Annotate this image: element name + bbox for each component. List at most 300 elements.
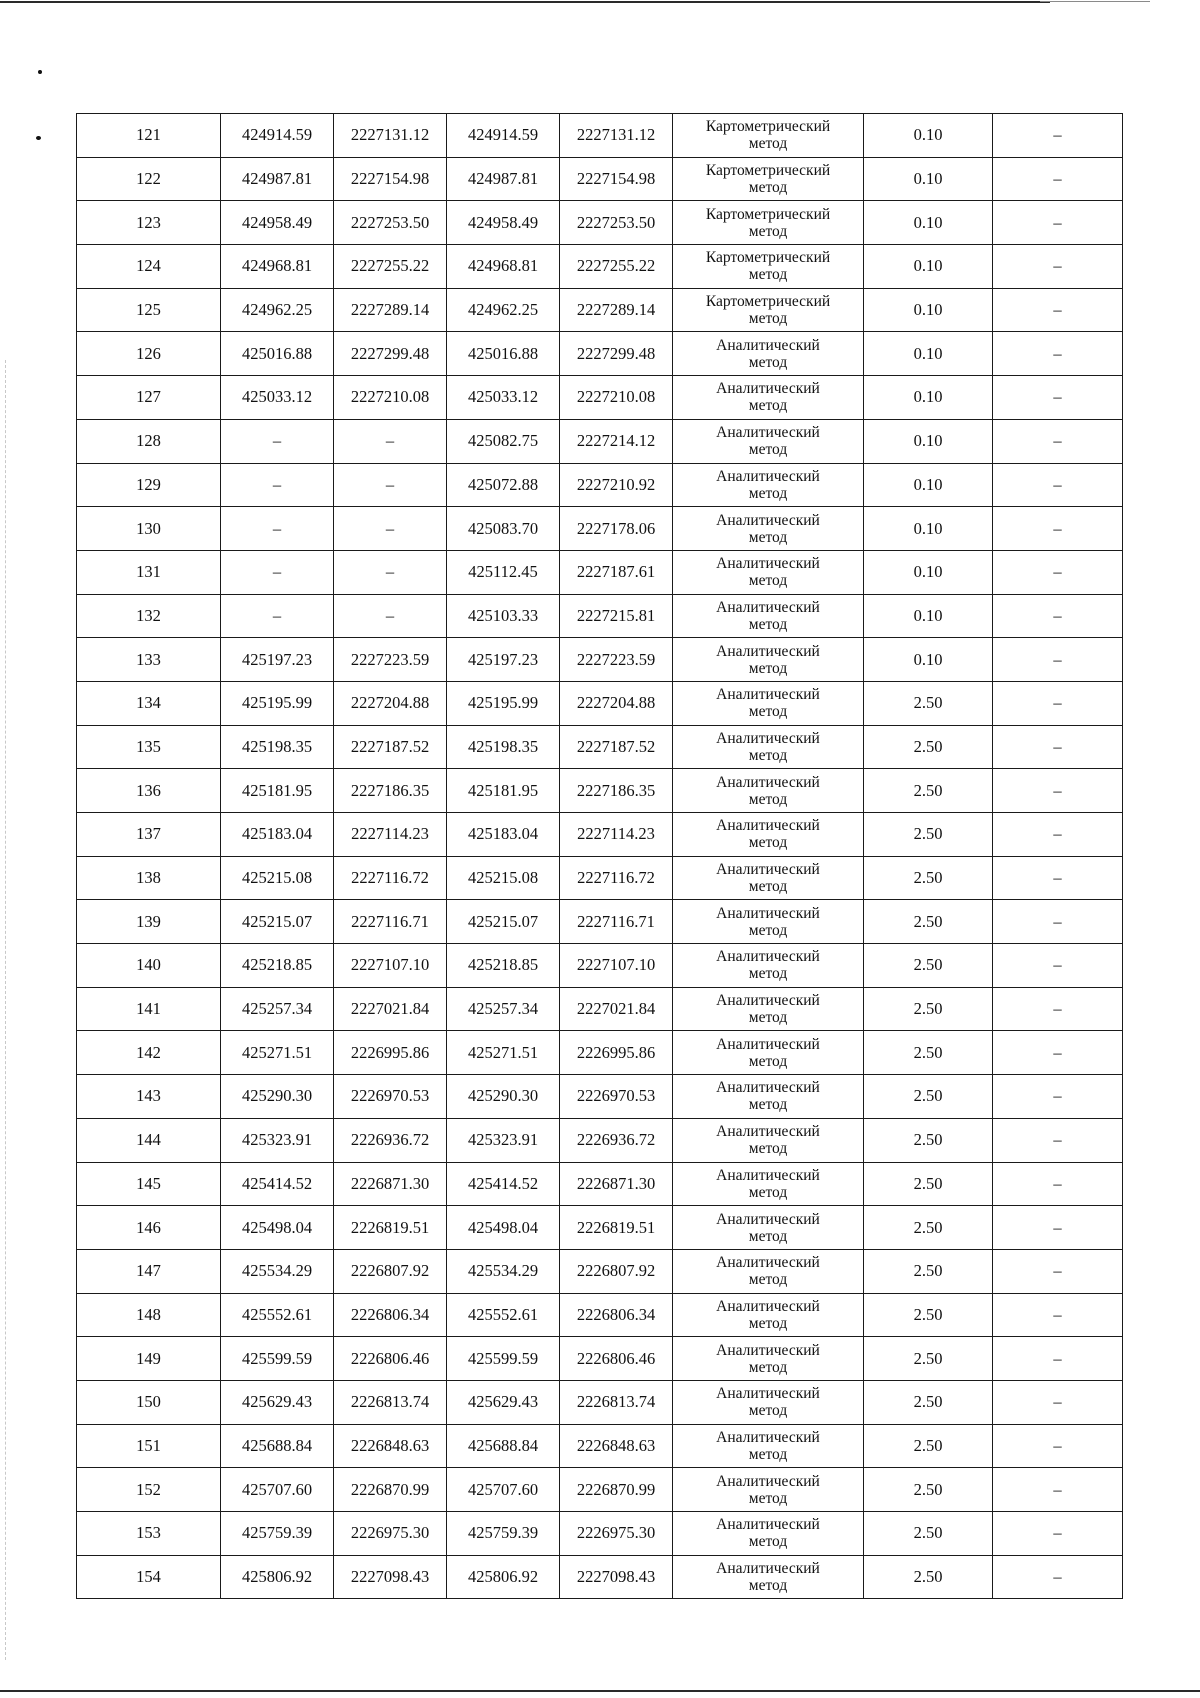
x-existing-cell: – xyxy=(221,419,334,463)
scan-edge-bottom xyxy=(0,1690,1200,1692)
y-refined-cell: 2226871.30 xyxy=(560,1162,673,1206)
x-refined-cell: 425629.43 xyxy=(447,1380,560,1424)
x-existing-cell: 425271.51 xyxy=(221,1031,334,1075)
table-row xyxy=(77,1206,1123,1250)
accuracy-cell: 2.50 xyxy=(864,1512,993,1556)
accuracy-cell: 2.50 xyxy=(864,1468,993,1512)
marker-description-cell: – xyxy=(993,725,1123,769)
y-refined-cell: 2226970.53 xyxy=(560,1075,673,1119)
table-row xyxy=(77,332,1123,376)
method-label: Аналитический метод xyxy=(716,904,820,939)
table-row xyxy=(77,1031,1123,1075)
x-existing-cell: 425257.34 xyxy=(221,987,334,1031)
method-cell xyxy=(673,1293,864,1337)
marker-description-cell: – xyxy=(993,507,1123,551)
method-label: Картометрический метод xyxy=(705,162,831,197)
marker-description-cell: – xyxy=(993,987,1123,1031)
y-refined-cell: 2227210.08 xyxy=(560,376,673,420)
marker-description-cell: – xyxy=(993,1555,1123,1599)
method-label: Аналитический метод xyxy=(716,336,820,371)
y-existing-cell: 2226870.99 xyxy=(334,1468,447,1512)
table-row xyxy=(77,987,1123,1031)
table-row xyxy=(77,201,1123,245)
x-refined-cell: 425498.04 xyxy=(447,1206,560,1250)
x-refined-cell: 425072.88 xyxy=(447,463,560,507)
y-refined-cell: 2226975.30 xyxy=(560,1512,673,1556)
y-refined-cell: 2226807.92 xyxy=(560,1249,673,1293)
accuracy-cell: 2.50 xyxy=(864,1249,993,1293)
scan-dot-mark xyxy=(38,70,42,74)
x-existing-cell: 425195.99 xyxy=(221,681,334,725)
method-cell xyxy=(673,245,864,289)
point-number-cell: 135 xyxy=(77,725,221,769)
method-cell xyxy=(673,856,864,900)
x-refined-cell: 425103.33 xyxy=(447,594,560,638)
y-existing-cell: 2227021.84 xyxy=(334,987,447,1031)
x-refined-cell: 425323.91 xyxy=(447,1118,560,1162)
marker-description-cell: – xyxy=(993,681,1123,725)
method-label: Картометрический метод xyxy=(705,249,831,284)
method-cell xyxy=(673,944,864,988)
x-refined-cell: 425083.70 xyxy=(447,507,560,551)
marker-description-cell: – xyxy=(993,769,1123,813)
y-existing-cell: 2227131.12 xyxy=(334,114,447,158)
x-existing-cell: 425688.84 xyxy=(221,1424,334,1468)
accuracy-cell: 2.50 xyxy=(864,1337,993,1381)
marker-description-cell: – xyxy=(993,594,1123,638)
scan-dot-mark xyxy=(36,136,41,140)
method-label: Аналитический метод xyxy=(716,1516,820,1551)
method-cell xyxy=(673,201,864,245)
table-row xyxy=(77,1380,1123,1424)
marker-description-cell: – xyxy=(993,1206,1123,1250)
method-label: Аналитический метод xyxy=(716,511,820,546)
x-refined-cell: 425257.34 xyxy=(447,987,560,1031)
y-refined-cell: 2227255.22 xyxy=(560,245,673,289)
marker-description-cell: – xyxy=(993,332,1123,376)
method-cell xyxy=(673,987,864,1031)
accuracy-cell: 0.10 xyxy=(864,288,993,332)
method-label: Аналитический метод xyxy=(716,1210,820,1245)
table-row xyxy=(77,1555,1123,1599)
y-existing-cell: 2227154.98 xyxy=(334,157,447,201)
y-refined-cell: 2227214.12 xyxy=(560,419,673,463)
method-cell xyxy=(673,1468,864,1512)
table-row xyxy=(77,594,1123,638)
y-existing-cell: 2227116.72 xyxy=(334,856,447,900)
marker-description-cell: – xyxy=(993,1031,1123,1075)
table-row xyxy=(77,288,1123,332)
y-existing-cell: 2227116.71 xyxy=(334,900,447,944)
point-number-cell: 124 xyxy=(77,245,221,289)
y-existing-cell: 2227289.14 xyxy=(334,288,447,332)
marker-description-cell: – xyxy=(993,1424,1123,1468)
point-number-cell: 145 xyxy=(77,1162,221,1206)
marker-description-cell: – xyxy=(993,288,1123,332)
accuracy-cell: 2.50 xyxy=(864,856,993,900)
y-refined-cell: 2227210.92 xyxy=(560,463,673,507)
x-refined-cell: 424987.81 xyxy=(447,157,560,201)
accuracy-cell: 0.10 xyxy=(864,332,993,376)
x-existing-cell: – xyxy=(221,594,334,638)
method-cell xyxy=(673,813,864,857)
x-refined-cell: 425082.75 xyxy=(447,419,560,463)
method-label: Аналитический метод xyxy=(716,1166,820,1201)
y-existing-cell: 2226819.51 xyxy=(334,1206,447,1250)
y-existing-cell: 2227223.59 xyxy=(334,638,447,682)
coordinates-table xyxy=(76,113,1123,1599)
accuracy-cell: 2.50 xyxy=(864,1380,993,1424)
y-existing-cell: 2227210.08 xyxy=(334,376,447,420)
method-label: Аналитический метод xyxy=(716,992,820,1027)
y-existing-cell: 2227204.88 xyxy=(334,681,447,725)
x-existing-cell: 425552.61 xyxy=(221,1293,334,1337)
y-refined-cell: 2227204.88 xyxy=(560,681,673,725)
x-refined-cell: 425806.92 xyxy=(447,1555,560,1599)
table-row xyxy=(77,463,1123,507)
x-refined-cell: 425195.99 xyxy=(447,681,560,725)
accuracy-cell: 0.10 xyxy=(864,507,993,551)
point-number-cell: 125 xyxy=(77,288,221,332)
y-refined-cell: 2227178.06 xyxy=(560,507,673,551)
y-existing-cell: 2226807.92 xyxy=(334,1249,447,1293)
marker-description-cell: – xyxy=(993,1293,1123,1337)
method-label: Аналитический метод xyxy=(716,598,820,633)
table-row xyxy=(77,944,1123,988)
y-existing-cell: 2227098.43 xyxy=(334,1555,447,1599)
point-number-cell: 141 xyxy=(77,987,221,1031)
method-cell xyxy=(673,1512,864,1556)
marker-description-cell: – xyxy=(993,550,1123,594)
y-refined-cell: 2226870.99 xyxy=(560,1468,673,1512)
method-label: Аналитический метод xyxy=(716,424,820,459)
x-refined-cell: 425033.12 xyxy=(447,376,560,420)
x-existing-cell: 425198.35 xyxy=(221,725,334,769)
marker-description-cell: – xyxy=(993,157,1123,201)
method-label: Аналитический метод xyxy=(716,1123,820,1158)
x-refined-cell: 425112.45 xyxy=(447,550,560,594)
y-existing-cell: 2227255.22 xyxy=(334,245,447,289)
y-existing-cell: 2226995.86 xyxy=(334,1031,447,1075)
table-row xyxy=(77,1118,1123,1162)
accuracy-cell: 2.50 xyxy=(864,1118,993,1162)
x-refined-cell: 424958.49 xyxy=(447,201,560,245)
accuracy-cell: 0.10 xyxy=(864,157,993,201)
table-row xyxy=(77,550,1123,594)
y-refined-cell: 2227098.43 xyxy=(560,1555,673,1599)
y-existing-cell: 2227299.48 xyxy=(334,332,447,376)
marker-description-cell: – xyxy=(993,1380,1123,1424)
y-existing-cell: – xyxy=(334,594,447,638)
scan-edge-top xyxy=(0,1,1050,3)
accuracy-cell: 0.10 xyxy=(864,114,993,158)
marker-description-cell: – xyxy=(993,376,1123,420)
point-number-cell: 122 xyxy=(77,157,221,201)
accuracy-cell: 2.50 xyxy=(864,1162,993,1206)
accuracy-cell: 0.10 xyxy=(864,463,993,507)
x-existing-cell: – xyxy=(221,550,334,594)
method-cell xyxy=(673,419,864,463)
table-row xyxy=(77,114,1123,158)
x-refined-cell: 425197.23 xyxy=(447,638,560,682)
table-row xyxy=(77,245,1123,289)
method-cell xyxy=(673,1118,864,1162)
accuracy-cell: 2.50 xyxy=(864,769,993,813)
point-number-cell: 133 xyxy=(77,638,221,682)
point-number-cell: 126 xyxy=(77,332,221,376)
method-cell xyxy=(673,332,864,376)
point-number-cell: 146 xyxy=(77,1206,221,1250)
point-number-cell: 142 xyxy=(77,1031,221,1075)
marker-description-cell: – xyxy=(993,1118,1123,1162)
method-cell xyxy=(673,1424,864,1468)
method-cell xyxy=(673,769,864,813)
y-existing-cell: 2226970.53 xyxy=(334,1075,447,1119)
x-existing-cell: 425197.23 xyxy=(221,638,334,682)
x-refined-cell: 425414.52 xyxy=(447,1162,560,1206)
y-existing-cell: 2226806.34 xyxy=(334,1293,447,1337)
method-cell xyxy=(673,1206,864,1250)
y-refined-cell: 2227114.23 xyxy=(560,813,673,857)
method-label: Аналитический метод xyxy=(716,1254,820,1289)
x-existing-cell: 425707.60 xyxy=(221,1468,334,1512)
marker-description-cell: – xyxy=(993,245,1123,289)
x-refined-cell: 425198.35 xyxy=(447,725,560,769)
point-number-cell: 127 xyxy=(77,376,221,420)
method-cell xyxy=(673,376,864,420)
x-existing-cell: 425016.88 xyxy=(221,332,334,376)
x-existing-cell: 425290.30 xyxy=(221,1075,334,1119)
y-existing-cell: 2227187.52 xyxy=(334,725,447,769)
x-refined-cell: 425599.59 xyxy=(447,1337,560,1381)
y-existing-cell: 2227253.50 xyxy=(334,201,447,245)
x-refined-cell: 425759.39 xyxy=(447,1512,560,1556)
table-row xyxy=(77,1468,1123,1512)
accuracy-cell: 2.50 xyxy=(864,944,993,988)
method-cell xyxy=(673,288,864,332)
marker-description-cell: – xyxy=(993,201,1123,245)
method-label: Аналитический метод xyxy=(716,1341,820,1376)
method-cell xyxy=(673,1249,864,1293)
y-existing-cell: 2227114.23 xyxy=(334,813,447,857)
x-refined-cell: 425271.51 xyxy=(447,1031,560,1075)
scan-edge-left xyxy=(5,360,6,1660)
x-existing-cell: 425215.08 xyxy=(221,856,334,900)
y-refined-cell: 2227131.12 xyxy=(560,114,673,158)
y-existing-cell: 2226936.72 xyxy=(334,1118,447,1162)
y-refined-cell: 2226995.86 xyxy=(560,1031,673,1075)
point-number-cell: 147 xyxy=(77,1249,221,1293)
point-number-cell: 129 xyxy=(77,463,221,507)
method-label: Аналитический метод xyxy=(716,1035,820,1070)
method-cell xyxy=(673,550,864,594)
table-row xyxy=(77,856,1123,900)
x-refined-cell: 425707.60 xyxy=(447,1468,560,1512)
y-refined-cell: 2226813.74 xyxy=(560,1380,673,1424)
x-refined-cell: 425688.84 xyxy=(447,1424,560,1468)
marker-description-cell: – xyxy=(993,813,1123,857)
y-refined-cell: 2226806.46 xyxy=(560,1337,673,1381)
x-existing-cell: 425498.04 xyxy=(221,1206,334,1250)
x-existing-cell: 424987.81 xyxy=(221,157,334,201)
x-refined-cell: 425215.07 xyxy=(447,900,560,944)
x-refined-cell: 425215.08 xyxy=(447,856,560,900)
x-existing-cell: 425323.91 xyxy=(221,1118,334,1162)
point-number-cell: 153 xyxy=(77,1512,221,1556)
table-row xyxy=(77,507,1123,551)
method-cell xyxy=(673,681,864,725)
x-existing-cell: 425183.04 xyxy=(221,813,334,857)
table-row xyxy=(77,1075,1123,1119)
point-number-cell: 132 xyxy=(77,594,221,638)
y-existing-cell: 2227107.10 xyxy=(334,944,447,988)
accuracy-cell: 0.10 xyxy=(864,638,993,682)
method-label: Аналитический метод xyxy=(716,861,820,896)
accuracy-cell: 2.50 xyxy=(864,987,993,1031)
point-number-cell: 148 xyxy=(77,1293,221,1337)
table-row xyxy=(77,681,1123,725)
point-number-cell: 123 xyxy=(77,201,221,245)
method-cell xyxy=(673,1555,864,1599)
x-existing-cell: 424962.25 xyxy=(221,288,334,332)
marker-description-cell: – xyxy=(993,900,1123,944)
x-refined-cell: 424962.25 xyxy=(447,288,560,332)
method-cell xyxy=(673,507,864,551)
x-existing-cell: 425806.92 xyxy=(221,1555,334,1599)
scan-edge-top-right xyxy=(1040,1,1150,2)
y-refined-cell: 2227187.61 xyxy=(560,550,673,594)
accuracy-cell: 2.50 xyxy=(864,813,993,857)
method-label: Аналитический метод xyxy=(716,948,820,983)
method-label: Картометрический метод xyxy=(705,293,831,328)
y-existing-cell: 2226871.30 xyxy=(334,1162,447,1206)
marker-description-cell: – xyxy=(993,463,1123,507)
point-number-cell: 121 xyxy=(77,114,221,158)
y-existing-cell: 2226813.74 xyxy=(334,1380,447,1424)
y-refined-cell: 2227215.81 xyxy=(560,594,673,638)
method-cell xyxy=(673,1031,864,1075)
accuracy-cell: 2.50 xyxy=(864,1031,993,1075)
accuracy-cell: 2.50 xyxy=(864,1424,993,1468)
point-number-cell: 143 xyxy=(77,1075,221,1119)
y-refined-cell: 2227116.71 xyxy=(560,900,673,944)
method-label: Аналитический метод xyxy=(716,1297,820,1332)
point-number-cell: 151 xyxy=(77,1424,221,1468)
table-row xyxy=(77,638,1123,682)
x-existing-cell: 424968.81 xyxy=(221,245,334,289)
y-refined-cell: 2227299.48 xyxy=(560,332,673,376)
y-refined-cell: 2227021.84 xyxy=(560,987,673,1031)
x-existing-cell: – xyxy=(221,507,334,551)
point-number-cell: 137 xyxy=(77,813,221,857)
method-cell xyxy=(673,1380,864,1424)
point-number-cell: 139 xyxy=(77,900,221,944)
y-refined-cell: 2227116.72 xyxy=(560,856,673,900)
method-cell xyxy=(673,1075,864,1119)
y-existing-cell: 2226806.46 xyxy=(334,1337,447,1381)
accuracy-cell: 0.10 xyxy=(864,550,993,594)
table-row xyxy=(77,419,1123,463)
x-refined-cell: 425552.61 xyxy=(447,1293,560,1337)
table-row xyxy=(77,376,1123,420)
point-number-cell: 128 xyxy=(77,419,221,463)
point-number-cell: 131 xyxy=(77,550,221,594)
point-number-cell: 134 xyxy=(77,681,221,725)
y-existing-cell: – xyxy=(334,550,447,594)
method-cell xyxy=(673,157,864,201)
y-refined-cell: 2227223.59 xyxy=(560,638,673,682)
table-row xyxy=(77,1512,1123,1556)
method-label: Аналитический метод xyxy=(716,729,820,764)
y-existing-cell: – xyxy=(334,419,447,463)
y-existing-cell: – xyxy=(334,507,447,551)
method-cell xyxy=(673,638,864,682)
x-refined-cell: 424914.59 xyxy=(447,114,560,158)
table-row xyxy=(77,157,1123,201)
y-refined-cell: 2226848.63 xyxy=(560,1424,673,1468)
x-refined-cell: 425218.85 xyxy=(447,944,560,988)
marker-description-cell: – xyxy=(993,1249,1123,1293)
method-label: Аналитический метод xyxy=(716,467,820,502)
y-refined-cell: 2227186.35 xyxy=(560,769,673,813)
table-row xyxy=(77,813,1123,857)
method-label: Аналитический метод xyxy=(716,642,820,677)
method-label: Картометрический метод xyxy=(705,118,831,153)
y-refined-cell: 2227289.14 xyxy=(560,288,673,332)
method-label: Аналитический метод xyxy=(716,686,820,721)
table-row xyxy=(77,1293,1123,1337)
y-refined-cell: 2227154.98 xyxy=(560,157,673,201)
marker-description-cell: – xyxy=(993,1162,1123,1206)
point-number-cell: 154 xyxy=(77,1555,221,1599)
x-existing-cell: 425759.39 xyxy=(221,1512,334,1556)
x-existing-cell: – xyxy=(221,463,334,507)
accuracy-cell: 2.50 xyxy=(864,1293,993,1337)
x-existing-cell: 425181.95 xyxy=(221,769,334,813)
x-existing-cell: 424914.59 xyxy=(221,114,334,158)
marker-description-cell: – xyxy=(993,1337,1123,1381)
x-existing-cell: 425629.43 xyxy=(221,1380,334,1424)
point-number-cell: 136 xyxy=(77,769,221,813)
y-existing-cell: 2226848.63 xyxy=(334,1424,447,1468)
method-label: Аналитический метод xyxy=(716,773,820,808)
point-number-cell: 144 xyxy=(77,1118,221,1162)
method-cell xyxy=(673,725,864,769)
x-refined-cell: 425183.04 xyxy=(447,813,560,857)
method-cell xyxy=(673,463,864,507)
method-label: Картометрический метод xyxy=(705,205,831,240)
y-refined-cell: 2226819.51 xyxy=(560,1206,673,1250)
y-refined-cell: 2227107.10 xyxy=(560,944,673,988)
marker-description-cell: – xyxy=(993,1075,1123,1119)
accuracy-cell: 0.10 xyxy=(864,419,993,463)
method-label: Аналитический метод xyxy=(716,1385,820,1420)
x-refined-cell: 425016.88 xyxy=(447,332,560,376)
accuracy-cell: 2.50 xyxy=(864,681,993,725)
y-existing-cell: 2226975.30 xyxy=(334,1512,447,1556)
accuracy-cell: 0.10 xyxy=(864,594,993,638)
x-existing-cell: 425033.12 xyxy=(221,376,334,420)
point-number-cell: 152 xyxy=(77,1468,221,1512)
method-cell xyxy=(673,1337,864,1381)
method-label: Аналитический метод xyxy=(716,555,820,590)
method-label: Аналитический метод xyxy=(716,1079,820,1114)
x-existing-cell: 424958.49 xyxy=(221,201,334,245)
x-existing-cell: 425534.29 xyxy=(221,1249,334,1293)
marker-description-cell: – xyxy=(993,114,1123,158)
accuracy-cell: 0.10 xyxy=(864,376,993,420)
method-cell xyxy=(673,900,864,944)
